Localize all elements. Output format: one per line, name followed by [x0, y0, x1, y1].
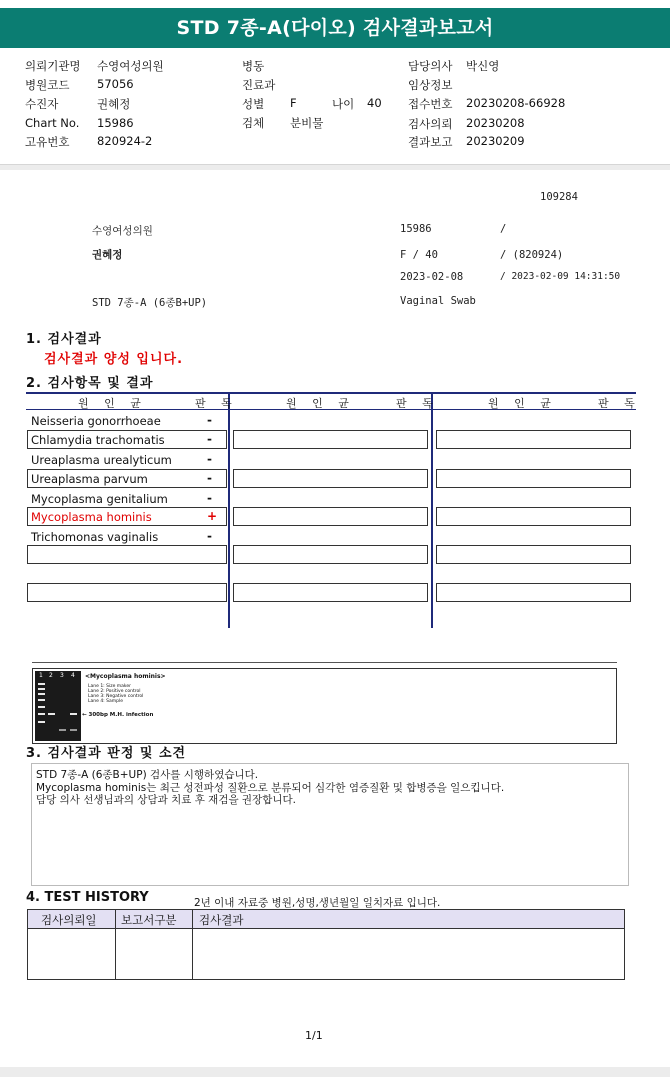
gel-annotation: ← 300bp M.H. infection: [82, 712, 154, 718]
empty-cell: [233, 469, 428, 488]
history-col-divider: [115, 910, 116, 979]
header-divider: [0, 164, 670, 170]
report-date-value: 20230209: [466, 134, 525, 148]
gel-lane-desc: Lane 1: Size maker: [88, 684, 131, 689]
grid-divider-1: [228, 392, 230, 628]
request-org-label: 의뢰기관명: [25, 59, 81, 73]
hospital-code-value: 57056: [97, 77, 134, 91]
summary-chart: 15986: [400, 223, 432, 235]
organism-name-positive: Mycoplasma hominis: [31, 510, 152, 524]
gel-title: <Mycoplasma hominis>: [85, 673, 166, 680]
unique-no-label: 고유번호: [25, 135, 70, 149]
organism-name: Neisseria gonorrhoeae: [31, 414, 161, 428]
lane-number: 4: [71, 672, 75, 679]
history-col-result: 검사결과: [199, 913, 244, 927]
col-result-2: 판 독: [396, 397, 439, 410]
history-note: 2년 이내 자료중 병원,성명,생년월일 일치자료 입니다.: [194, 897, 441, 909]
doctor-value: 박신영: [466, 59, 500, 73]
col-result-3: 판 독: [598, 397, 641, 410]
col-organism-3: 원 인 균: [488, 397, 557, 410]
history-header: [28, 910, 624, 929]
specimen-label: 검체: [242, 116, 265, 130]
empty-cell: [27, 545, 227, 564]
empty-cell: [436, 583, 631, 602]
age-value: 40: [367, 96, 382, 110]
organism-name: Chlamydia trachomatis: [31, 433, 165, 447]
ladder-band: [38, 713, 45, 715]
empty-cell: [27, 583, 227, 602]
col-organism-2: 원 인 균: [286, 397, 355, 410]
patient-value: 권혜정: [97, 97, 131, 111]
section3-title: 3. 검사결과 판정 및 소견: [26, 746, 187, 761]
summary-sex-age: F / 40: [400, 249, 438, 261]
grid-top-border: [26, 392, 636, 394]
organism-result: -: [207, 452, 212, 466]
empty-cell: [233, 545, 428, 564]
organism-result: -: [207, 413, 212, 427]
grid-divider-2: [431, 392, 433, 628]
col-organism-1: 원 인 균: [78, 397, 147, 410]
summary-slash: /: [500, 223, 507, 235]
footer-bar: [0, 1067, 670, 1077]
history-table: [27, 909, 625, 980]
page-number: 1/1: [305, 1029, 323, 1042]
col-result-1: 판 독: [195, 397, 238, 410]
lane-number: 3: [60, 672, 64, 679]
empty-cell: [233, 583, 428, 602]
ladder-band: [38, 721, 45, 723]
unique-no-value: 820924-2: [97, 134, 153, 148]
gel-divider: [32, 662, 617, 663]
summary-datetime: / 2023-02-09 14:31:50: [500, 271, 621, 282]
primer-dimer-band: [70, 729, 77, 731]
organism-name: Ureaplasma parvum: [31, 472, 148, 486]
organism-name: Ureaplasma urealyticum: [31, 453, 172, 467]
organism-name: Trichomonas vaginalis: [31, 530, 159, 544]
opinion-line: STD 7종-A (6종B+UP) 검사를 시행하였습니다.: [36, 769, 259, 781]
section4-title: 4. TEST HISTORY: [26, 890, 149, 905]
specimen-value: 분비물: [290, 116, 324, 130]
primer-dimer-band: [59, 729, 66, 731]
request-org-value: 수영여성의원: [97, 59, 164, 73]
section2-title: 2. 검사항목 및 결과: [26, 376, 154, 391]
empty-cell: [233, 430, 428, 449]
organism-result: -: [207, 529, 212, 543]
request-date-label: 검사의뢰: [408, 117, 453, 131]
dept-label: 진료과: [242, 78, 276, 92]
history-col-report-type: 보고서구분: [121, 913, 177, 927]
empty-cell: [436, 545, 631, 564]
empty-cell: [436, 469, 631, 488]
age-label: 나이: [332, 97, 355, 111]
gel-lane-desc: Lane 3: Negative control: [88, 694, 144, 699]
section1-title: 1. 검사결과: [26, 332, 102, 347]
opinion-line: Mycoplasma hominis는 최근 성전파성 질환으로 분류되어 심각한 염증질환 및 합병증을 일으킵니다.: [36, 781, 505, 794]
sex-value: F: [290, 96, 297, 110]
gel-lane-desc: Lane 2: Positive control: [88, 689, 141, 694]
lane-number: 1: [39, 672, 43, 679]
result-positive-message: 검사결과 양성 입니다.: [44, 352, 184, 367]
organism-result: -: [207, 471, 212, 485]
ladder-band: [38, 699, 45, 701]
ward-label: 병동: [242, 59, 265, 73]
hospital-code-label: 병원코드: [25, 78, 70, 92]
ladder-band: [38, 706, 45, 708]
gel-image: [35, 671, 81, 741]
patient-label: 수진자: [25, 97, 59, 111]
ladder-band: [38, 693, 45, 695]
lane-number: 2: [49, 672, 53, 679]
receipt-label: 접수번호: [408, 97, 453, 111]
summary-birth: / (820924): [500, 249, 564, 261]
ladder-band: [38, 683, 45, 685]
opinion-box: [31, 763, 629, 886]
empty-cell: [436, 507, 631, 526]
receipt-value: 20230208-66928: [466, 96, 566, 110]
report-date-label: 결과보고: [408, 135, 453, 149]
positive-control-band: [48, 713, 55, 715]
summary-date: 2023-02-08: [400, 271, 464, 283]
organism-result-positive: +: [207, 509, 218, 523]
report-title: STD 7종-A(다이오) 검사결과보고서: [0, 8, 670, 48]
chart-label: Chart No.: [25, 116, 80, 130]
organism-result: -: [207, 491, 212, 505]
organism-result: -: [207, 432, 212, 446]
gel-lane-desc: Lane 4: Sample: [88, 699, 123, 704]
organism-name: Mycoplasma genitalium: [31, 492, 168, 506]
ladder-band: [38, 688, 45, 690]
request-date-value: 20230208: [466, 116, 525, 130]
empty-cell: [436, 430, 631, 449]
sex-label: 성별: [242, 97, 265, 111]
sample-band: [70, 713, 77, 715]
summary-specimen: Vaginal Swab: [400, 295, 476, 307]
report-code: 109284: [540, 191, 578, 203]
history-col-request-date: 검사의뢰일: [41, 913, 97, 927]
history-col-divider: [192, 910, 193, 979]
summary-org: 수영여성의원: [92, 225, 153, 237]
clinical-label: 임상정보: [408, 78, 453, 92]
summary-test: STD 7종-A (6종B+UP): [92, 297, 208, 309]
summary-patient: 권혜정: [92, 249, 123, 261]
chart-value: 15986: [97, 116, 134, 130]
doctor-label: 담당의사: [408, 59, 453, 73]
opinion-line: 담당 의사 선생님과의 상담과 치료 후 재검을 권장합니다.: [36, 794, 296, 806]
empty-cell: [233, 507, 428, 526]
